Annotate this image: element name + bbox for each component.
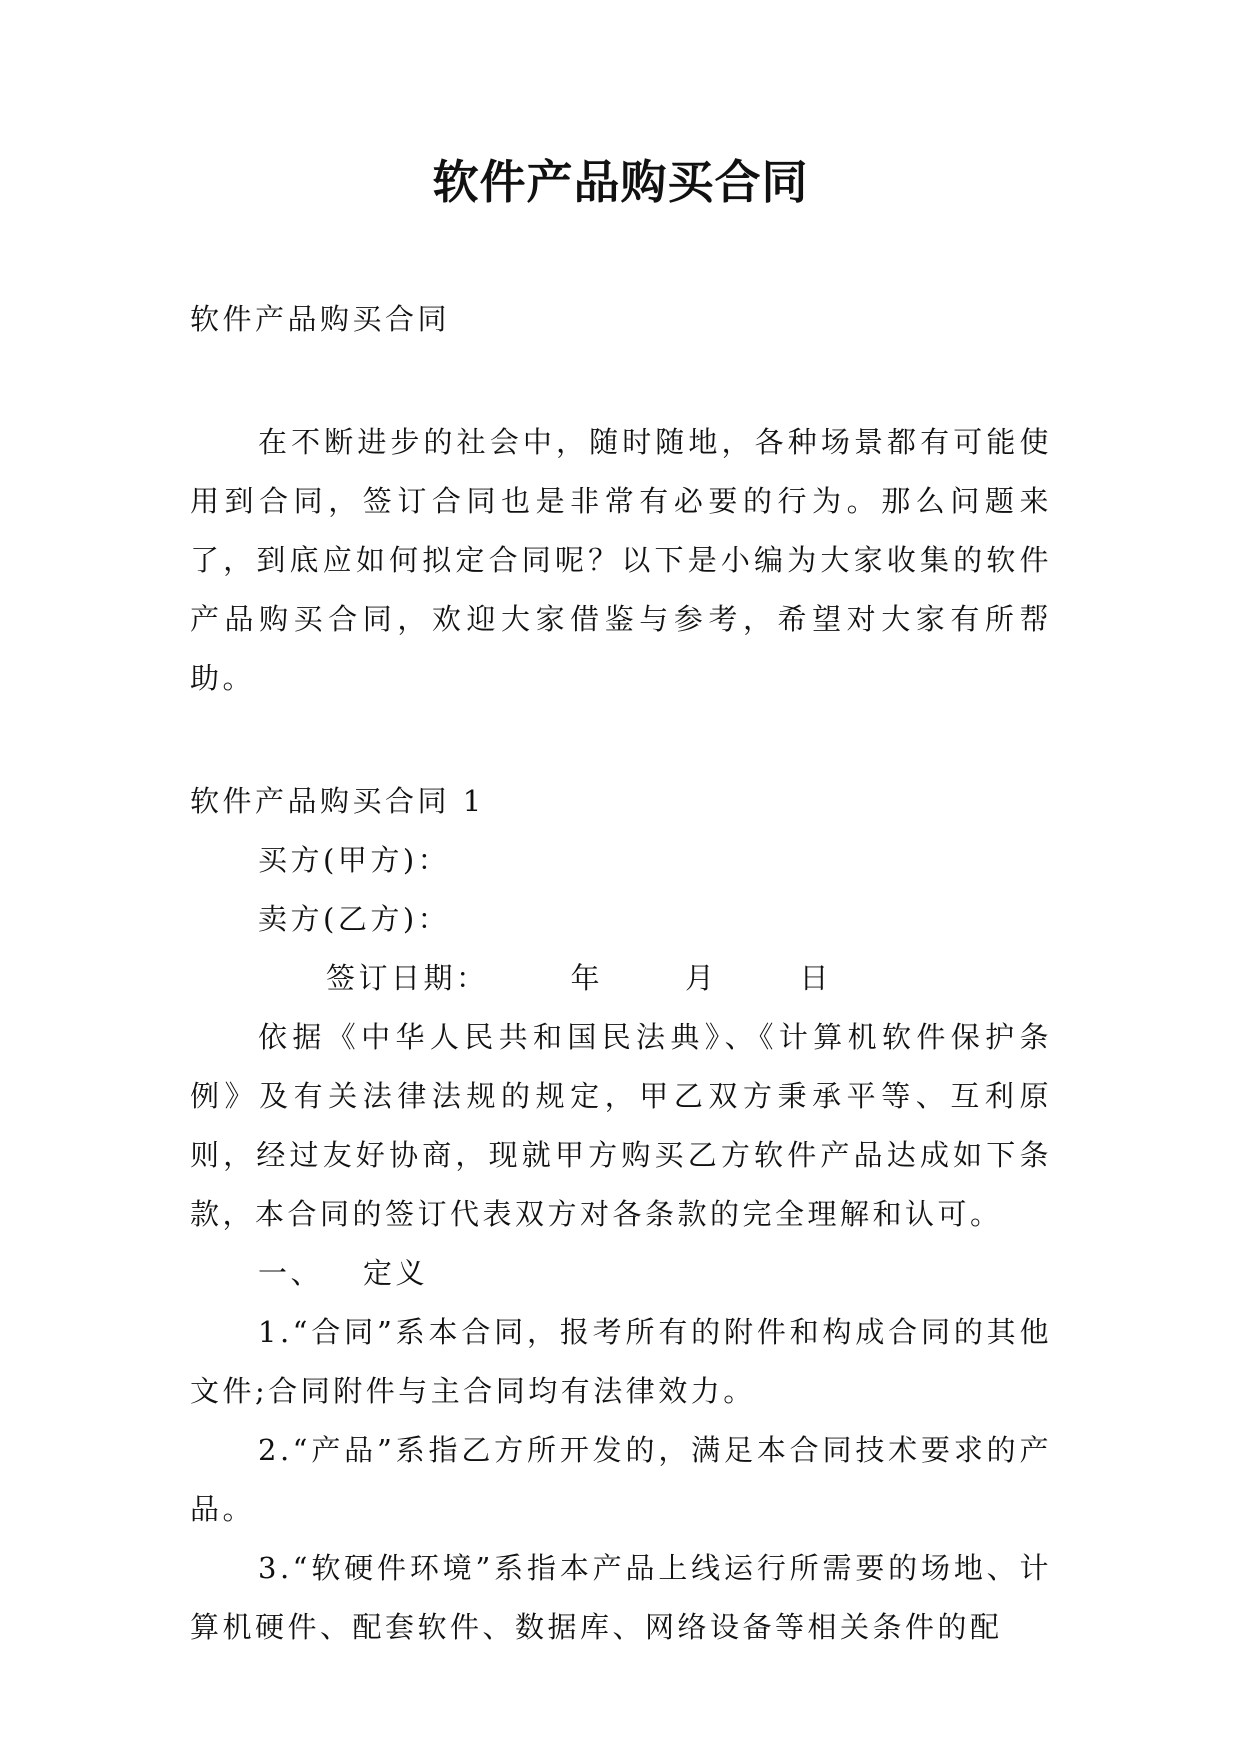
date-month: 月 [685,961,718,995]
date-day: 日 [799,961,833,995]
definition-title: 定义 [363,1256,429,1290]
date-year: 年 [570,961,604,995]
spacer [190,708,1052,772]
document-title: 软件产品购买合同 [432,155,809,209]
document-subtitle: 软件产品购买合同 [190,302,451,336]
clause-3: 3.“软硬件环境”系指本产品上线运行所需要的场地、计算机硬件、配套软件、数据库、网络设备等相关条件的配 [190,1551,1052,1644]
seller-label: 卖方(乙方)： [258,902,451,936]
intro-paragraph: 在不断进步的社会中，随时随地，各种场景都有可能使用到合同，签订合同也是非常有必要的行为。那么问题来了，到底应如何拟定合同呢？以下是小编为大家收集的软件产品购买合同，欢迎大家借鉴与参考，希望对大家有所帮助。 [190,425,1052,695]
document-body [190,290,1052,1657]
definition-heading [190,1244,1052,1303]
clause-1: 1.“合同”系本合同，报考所有的附件和构成合同的其他文件;合同附件与主合同均有法律效力。 [190,1315,1052,1408]
sign-date-row [190,949,1052,1008]
sign-date-label: 签订日期： [326,961,489,995]
basis-paragraph: 依据《中华人民共和国民法典》、《计算机软件保护条例》及有关法律法规的规定，甲乙双方秉承平等、互利原则，经过友好协商，现就甲方购买乙方软件产品达成如下条款，本合同的签订代表双方对各条款的完全理解和认可。 [190,1020,1052,1231]
section-heading: 软件产品购买合同 1 [190,784,485,818]
spacer [190,349,1052,413]
buyer-label: 买方(甲方)： [258,843,451,877]
definition-number: 一、 [258,1256,324,1290]
clause-2: 2.“产品”系指乙方所开发的，满足本合同技术要求的产品。 [190,1433,1052,1526]
